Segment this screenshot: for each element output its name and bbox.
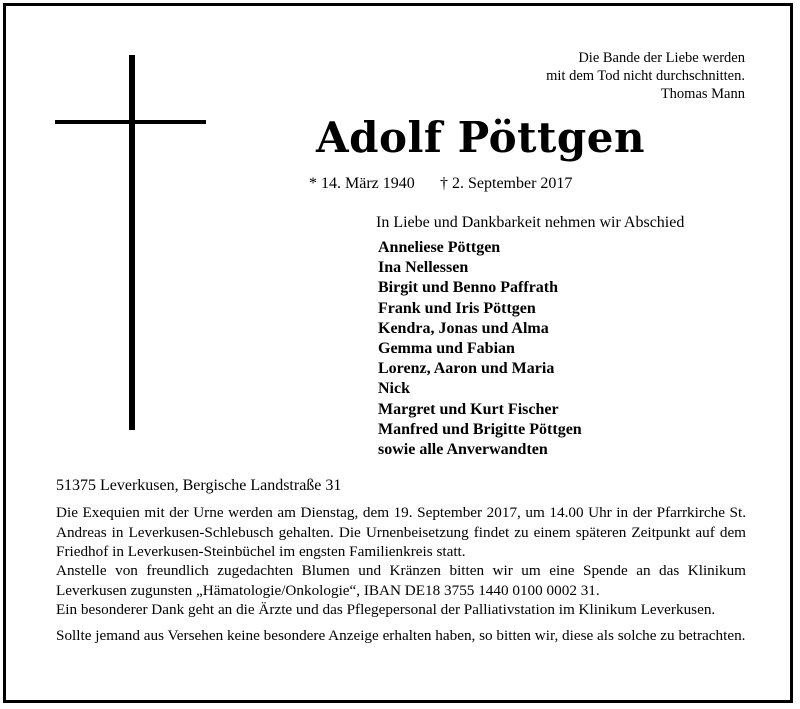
- death-date: † 2. September 2017: [440, 175, 573, 192]
- quote-line-2: mit dem Tod nicht durchschnitten.: [546, 68, 745, 84]
- paragraph-thanks: Ein besonderer Dank geht an die Ärzte und das Pflegepersonal der Palliativstation im Klinikum Leverkusen.: [56, 601, 716, 618]
- cross-icon-vertical: [129, 55, 135, 430]
- mourner-item: Nick: [378, 380, 410, 398]
- paragraph-service: Die Exequien mit der Urne werden am Dienstag, dem 19. September 2017, um 14.00 Uhr in der Pfarrkirche St. Andreas in Leverkusen-Schlebusch gehalten. Die Urnenbeisetzung findet zu einem späteren Zeitpunkt auf dem Friedhof in Leverkusen-Steinbüchel im engsten Familienkreis statt.: [56, 504, 746, 560]
- mourner-item: Gemma und Fabian: [378, 340, 515, 358]
- cross-icon-horizontal: [55, 120, 206, 124]
- address: 51375 Leverkusen, Bergische Landstraße 31: [56, 477, 342, 494]
- quote-block: [546, 49, 745, 103]
- mourner-item: Birgit und Benno Paffrath: [378, 279, 559, 297]
- mourner-item: sowie alle Anverwandten: [378, 441, 548, 459]
- mourner-item: Frank und Iris Pöttgen: [378, 299, 536, 317]
- deceased-name: Adolf Pöttgen: [316, 113, 646, 162]
- quote-line-1: Die Bande der Liebe werden: [578, 50, 745, 66]
- mourner-item: Kendra, Jonas und Alma: [378, 319, 549, 337]
- mourner-item: Ina Nellessen: [378, 259, 469, 277]
- mourner-item: Lorenz, Aaron und Maria: [378, 360, 555, 378]
- mourner-item: Manfred und Brigitte Pöttgen: [378, 420, 582, 438]
- birth-date: * 14. März 1940: [309, 175, 415, 192]
- mourner-item: Anneliese Pöttgen: [378, 239, 501, 256]
- quote-author: Thomas Mann: [660, 86, 745, 102]
- paragraph-notice: Sollte jemand aus Versehen keine besondere Anzeige erhalten haben, so bitten wir, diese als solche zu betrachten.: [56, 627, 746, 644]
- farewell-text: In Liebe und Dankbarkeit nehmen wir Abschied: [376, 214, 685, 231]
- mourner-item: Margret und Kurt Fischer: [378, 400, 559, 418]
- mourners-list: [378, 238, 582, 460]
- paragraph-donation: Anstelle von freundlich zugedachten Blumen und Kränzen bitten wir um eine Spende an das Klinikum Leverkusen zugunsten „Hämatologie/Onkologie“, IBAN DE18 3755 1440 0100 0002 31.: [56, 562, 746, 599]
